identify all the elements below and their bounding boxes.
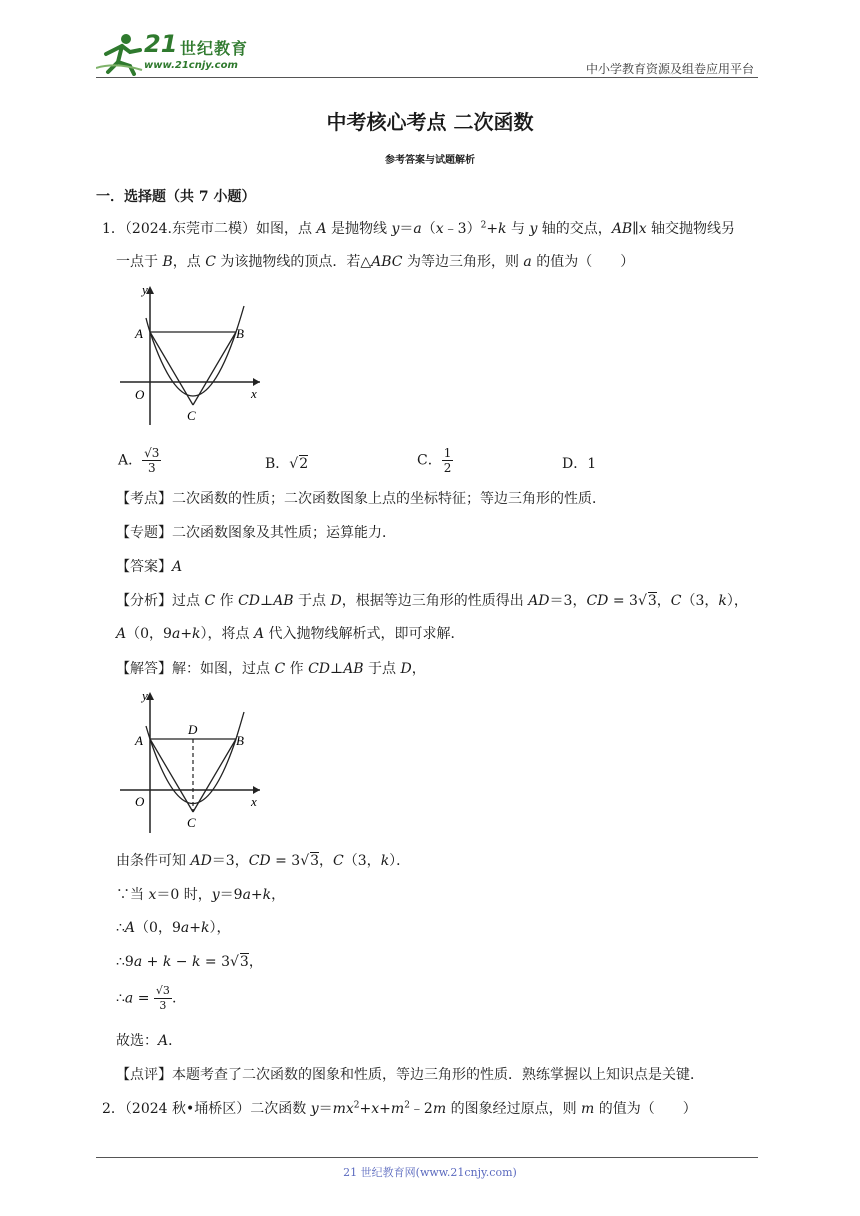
fig2-A-label: A [135, 733, 143, 748]
page-header [96, 30, 758, 78]
fig2-C-label: C [187, 815, 196, 830]
page-subtitle: 参考答案与试题解析 [385, 155, 475, 166]
q1-fenxi-line1: 【分析】过点 C 作 CD⊥AB 于点 D，根据等边三角形的性质得出 AD＝3，CD = 3√3，C（3，k）， [116, 593, 748, 609]
q1-answer: 【答案】A [116, 559, 183, 575]
q1-solution-figure [112, 686, 267, 836]
header-divider [96, 77, 758, 78]
q1-step5: ∴a = $\frac{√3}{3}$ . [116, 984, 177, 1012]
footer-link[interactable]: 21 世纪教育网(www.21cnjy.com) [343, 1166, 517, 1179]
runner-logo-icon [96, 32, 144, 76]
choice-b[interactable]: B．√2 [265, 456, 309, 472]
q1-step3: ∴A（0，9a+k）， [116, 920, 231, 936]
q1-step4: ∴9a + k − k = 3√3， [116, 954, 263, 970]
fig1-O-label: O [135, 387, 145, 402]
logo-21: 21 [144, 30, 178, 58]
choice-a[interactable]: A． $\frac{√3}{3}$ [118, 446, 160, 475]
fig1-x-label: x [251, 386, 257, 401]
choice-d[interactable]: D．1 [562, 456, 597, 472]
q1-jieda: 【解答】解：如图，过点 C 作 CD⊥AB 于点 D， [116, 661, 426, 677]
fig1-B-label: B [236, 326, 244, 341]
fig2-B-label: B [236, 733, 244, 748]
section-heading: 一．选择题（共 7 小题） [96, 189, 256, 205]
q1-figure [112, 280, 267, 430]
page-title: 中考核心考点 二次函数 [326, 110, 534, 134]
footer-divider [96, 1157, 758, 1158]
logo-name: 世纪教育 [180, 39, 249, 58]
platform-text: 中小学教育资源及组卷应用平台 [585, 62, 754, 76]
logo-url: www.21cnjy.com [144, 60, 238, 71]
q1-step2: ∵当 x＝0 时，y＝9a+k， [116, 887, 286, 903]
fig2-O-label: O [135, 794, 145, 809]
q1-conclusion: 故选：A． [116, 1033, 183, 1049]
fig2-D-label: D [188, 722, 198, 737]
q1-dianping: 【点评】本题考查了二次函数的图象和性质，等边三角形的性质．熟练掌握以上知识点是关键． [116, 1067, 704, 1083]
fig1-A-label: A [135, 326, 143, 341]
q1-zhuanti: 【专题】二次函数图象及其性质；运算能力． [116, 525, 396, 541]
q1-fenxi-line2: A（0，9a+k），将点 A 代入抛物线解析式，即可求解． [116, 626, 465, 642]
fig2-x-label: x [251, 794, 257, 809]
q1-stem-line1: 1．（2024.东莞市二模）如图，点 A 是抛物线 y＝a（x﹣3）$^2$+k 与 y 轴的交点，AB∥x 轴交抛物线另 [102, 220, 736, 237]
logo [96, 32, 266, 76]
fig1-y-label: y [142, 282, 148, 297]
q1-stem-line2: 一点于 B，点 C 为该抛物线的顶点．若△ABC 为等边三角形，则 a 的值为（ ） [116, 254, 635, 270]
q1-kaodian: 【考点】二次函数的性质；二次函数图象上点的坐标特征；等边三角形的性质． [116, 491, 606, 507]
q2-stem: 2．（2024 秋•埇桥区）二次函数 $y=mx^2+x+m^2﹣2m$ 的图象经过原点，则 m 的值为（ ） [102, 1100, 697, 1117]
fig2-y-label: y [142, 688, 148, 703]
fig1-C-label: C [187, 408, 196, 423]
q1-step1: 由条件可知 AD＝3，CD = 3√3，C（3，k）． [116, 853, 411, 869]
choice-c[interactable]: C． $\frac{1}{2}$ [417, 446, 452, 475]
